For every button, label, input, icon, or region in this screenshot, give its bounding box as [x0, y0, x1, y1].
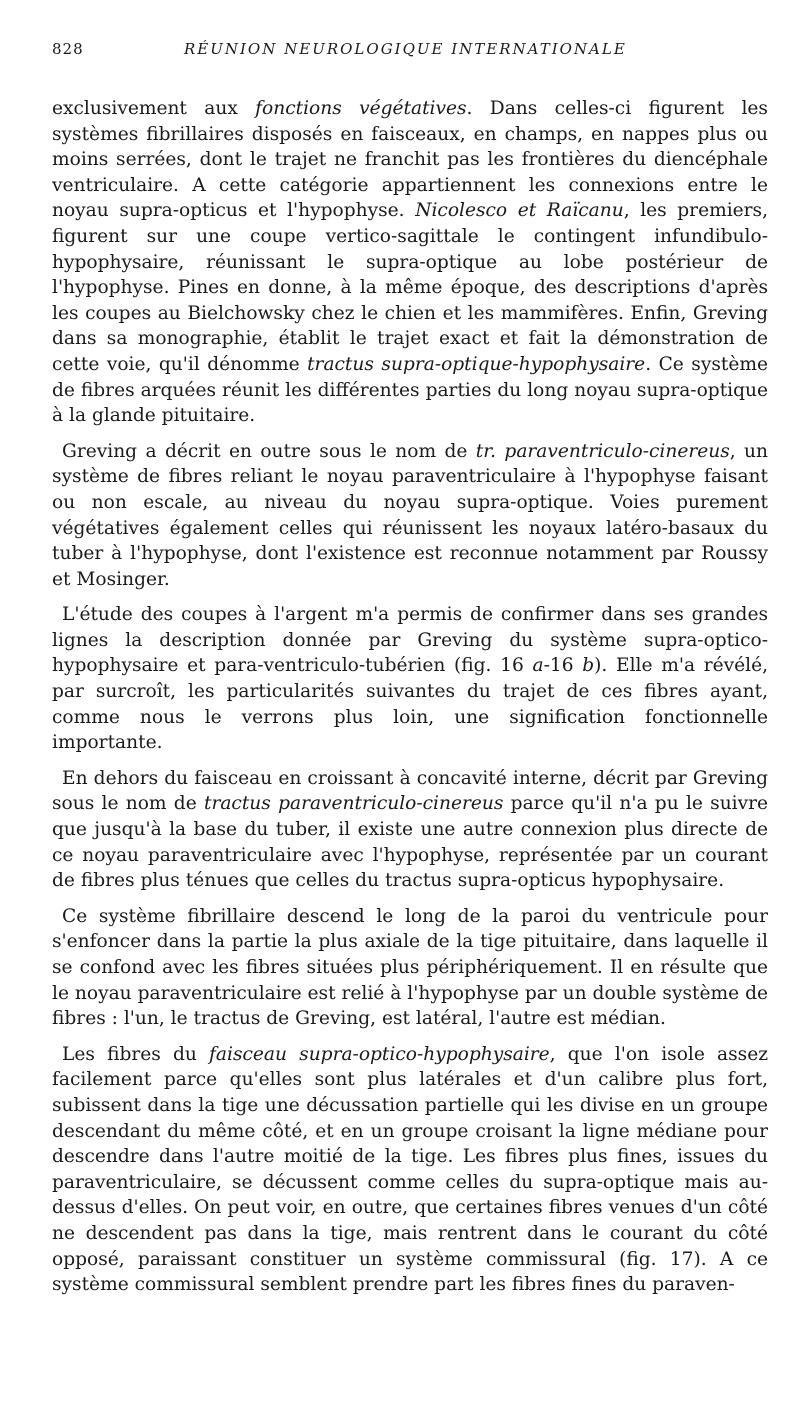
- page-number: 828: [52, 40, 84, 58]
- text-run: Les fibres du: [62, 1043, 210, 1065]
- text-run: , un système de fibres reliant le noyau paraventriculaire à l'hypophyse faisant ou non escale, au niveau du noyau supra-optique. Voies purement végétatives également celles qui réunissent les noyaux latéro-basaux du tuber à l'hypophyse, dont l'existence est reconnue notamment par Roussy et Mosinger.: [52, 440, 769, 590]
- running-head: [52, 40, 768, 70]
- paragraph: [52, 904, 768, 1032]
- italic-text: b: [582, 655, 595, 677]
- paragraph: [52, 766, 768, 894]
- paragraph: [52, 96, 768, 429]
- italic-text: faisceau supra-optico-hypophysaire: [209, 1043, 550, 1065]
- text-run: exclusivement aux: [52, 98, 256, 119]
- paragraph: [52, 439, 768, 593]
- text-run: -16: [543, 655, 583, 677]
- paragraph: [52, 1042, 768, 1298]
- italic-text: tractus supra-optique-hypophysaire: [307, 353, 646, 375]
- italic-text: Nicolesco et Raïcanu: [415, 200, 624, 222]
- text-run: En dehors du faisceau en croissant à concavité interne, décrit par Greving sous le nom de: [52, 767, 768, 815]
- italic-text: tractus paraventriculo-cinereus: [203, 793, 504, 815]
- text-run: . Ce système de fibres arquées réunit les différentes parties du long noyau supra-optique à la glande pituitaire.: [52, 353, 768, 427]
- body-text: [52, 96, 768, 1298]
- paragraph: [52, 602, 768, 756]
- text-run: parce qu'il n'a pu le suivre que jusqu'à la base du tuber, il existe une autre connexion plus directe de ce noyau paraventriculaire avec l'hypophyse, représentée par un courant de fibres plus ténues que celles du tractus supra-opticus hypophysaire.: [52, 793, 769, 892]
- italic-text: a: [532, 655, 544, 677]
- text-run: Ce système fibrillaire descend le long de la paroi du ventricule pour s'enfoncer dans la partie la plus axiale de la tige pituitaire, dans laquelle il se confond avec les fibres situées plus périphériquement. Il en résulte que le noyau paraventriculaire est relié à l'hypophyse par un double système de fibres : l'un, le tractus de Greving, est latéral, l'autre est médian.: [52, 905, 768, 1030]
- text-run: L'étude des coupes à l'argent m'a permis de confirmer dans ses grandes lignes la description donnée par Greving du système supra-optico-hypophysaire et para-ventriculo-tubérien (fig. 16: [52, 604, 768, 677]
- text-run: Greving a décrit en outre sous le nom de: [62, 440, 476, 462]
- document-page: [52, 40, 768, 1308]
- text-run: . Dans celles-ci figurent les systèmes fibrillaires disposés en faisceaux, en champs, en nappes plus ou moins serrées, dont le trajet ne franchit pas les frontières du diencéphale ventriculaire. A cette catégorie appartiennent les connexions entre le noyau supra-opticus et l'hypophyse.: [52, 98, 768, 222]
- text-run: , les premiers, figurent sur une coupe vertico-sagittale le contingent infundibulo-hypophysaire, réunissant le supra-optique au lobe postérieur de l'hypophyse. Pines en donne, à la même époque, des descriptions d'après les coupes au Bielchowsky chez le chien et les mammifères. Enfin, Greving dans sa monographie, établit le trajet exact et fait la démonstration de cette voie, qu'il dénomme: [52, 200, 768, 375]
- italic-text: tr. paraventriculo-cinereus: [475, 440, 730, 462]
- text-run: ). Elle m'a révélé, par surcroît, les particularités suivantes du trajet de ces fibres ayant, comme nous le verrons plus loin, une signification fonctionnelle importante.: [52, 655, 768, 754]
- italic-text: fonctions végétatives: [255, 98, 467, 119]
- text-run: , que l'on isole assez facilement parce qu'elles sont plus latérales et d'un calibre plus fort, subissent dans la tige une décussation partielle qui les divise en un groupe descendant du même côté, et en un groupe croisant la ligne médiane pour descendre dans l'autre moitié de la tige. Les fibres plus fines, issues du paraventriculaire, se décussent comme celles du supra-optique mais au-dessus d'elles. On peut voir, en outre, que certaines fibres venues d'un côté ne descendent pas dans la tige, mais rentrent dans le courant du côté opposé, paraissant constituer un système commissural (fig. 17). A ce système commissural semblent prendre part les fibres fines du paraven-: [52, 1043, 768, 1296]
- running-title: RÉUNION NEUROLOGIQUE INTERNATIONALE: [184, 40, 627, 58]
